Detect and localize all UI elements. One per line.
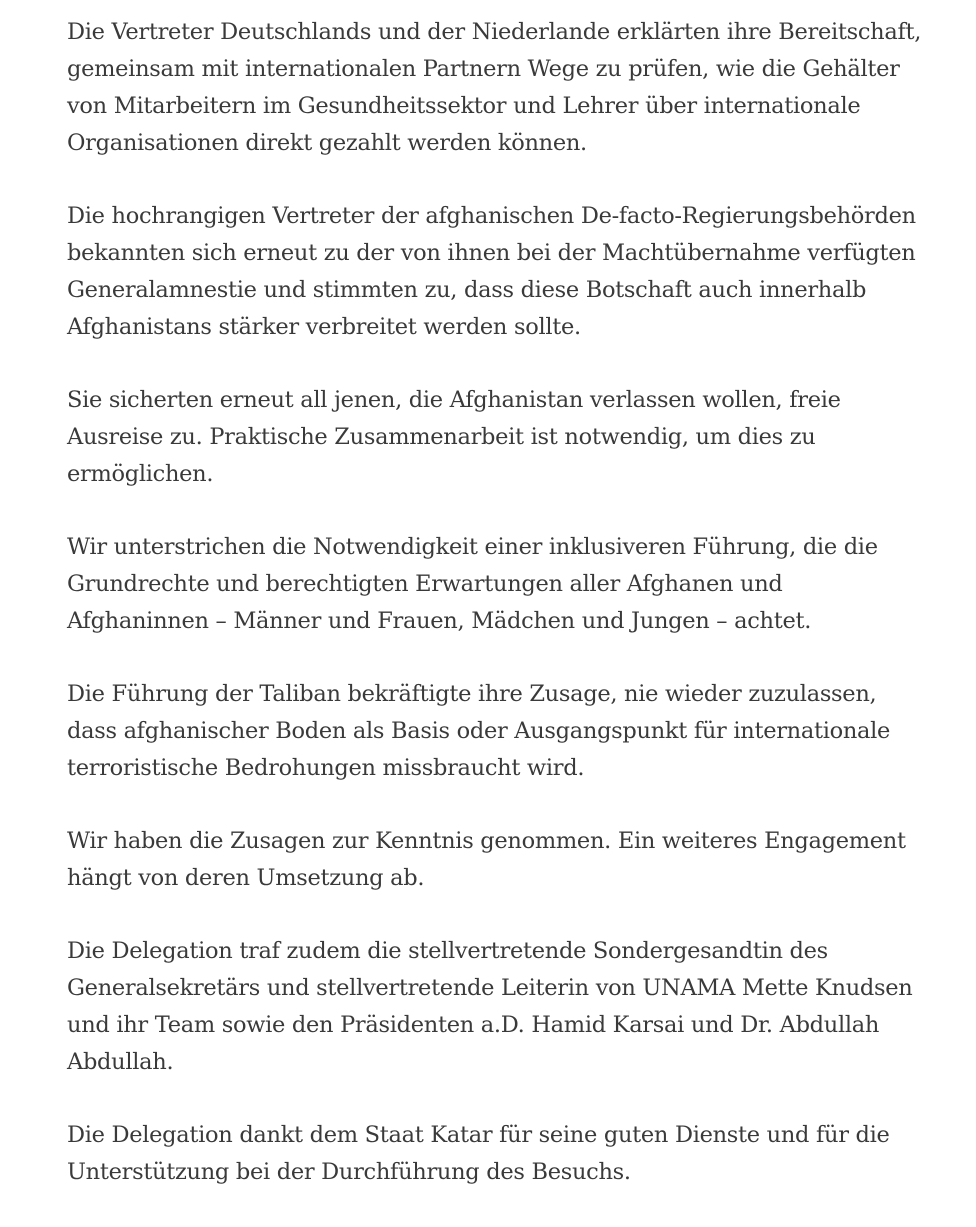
paragraph-inclusive-leadership: Wir unterstrichen die Notwendigkeit einer inklusiveren Führung, die die Grundrechte und berechtigten Erwartungen aller Afghanen und Afghaninnen – Männer und Frauen, Mädchen und Jungen – achtet.	[67, 534, 878, 634]
paragraph-departure: Sie sicherten erneut all jenen, die Afghanistan verlassen wollen, freie Ausreise zu. Praktische Zusammenarbeit ist notwendig, um dies zu ermöglichen.	[67, 387, 841, 487]
paragraph-thanks-qatar: Die Delegation dankt dem Staat Katar für seine guten Dienste und für die Unterstützung bei der Durchführung des Besuchs.	[67, 1122, 890, 1185]
paragraph-salaries: Die Vertreter Deutschlands und der Niederlande erklärten ihre Bereitschaft, gemeinsam mit internationalen Partnern Wege zu prüfen, wie die Gehälter von Mitarbeitern im Gesundheitssektor und Lehrer über internationale Organisationen direkt gezahlt werden können.	[67, 19, 922, 156]
article-body	[67, 14, 927, 1227]
paragraph-amnesty: Die hochrangigen Vertreter der afghanischen De-facto-Regierungsbehörden bekannten sich erneut zu der von ihnen bei der Machtübernahme verfügten Generalamnestie und stimmten zu, dass diese Botschaft auch innerhalb Afghanistans stärker verbreitet werden sollte.	[67, 203, 916, 340]
paragraph-commitments-noted: Wir haben die Zusagen zur Kenntnis genommen. Ein weiteres Engagement hängt von deren Umsetzung ab.	[67, 828, 906, 891]
paragraph-terrorism-commitment: Die Führung der Taliban bekräftigte ihre Zusage, nie wieder zuzulassen, dass afghanischer Boden als Basis oder Ausgangspunkt für internationale terroristische Bedrohungen missbraucht wird.	[67, 681, 891, 781]
paragraph-delegation-meetings: Die Delegation traf zudem die stellvertretende Sondergesandtin des Generalsekretärs und stellvertretende Leiterin von UNAMA Mette Knudsen und ihr Team sowie den Präsidenten a.D. Hamid Karsai und Dr. Abdullah Abdullah.	[67, 938, 913, 1075]
